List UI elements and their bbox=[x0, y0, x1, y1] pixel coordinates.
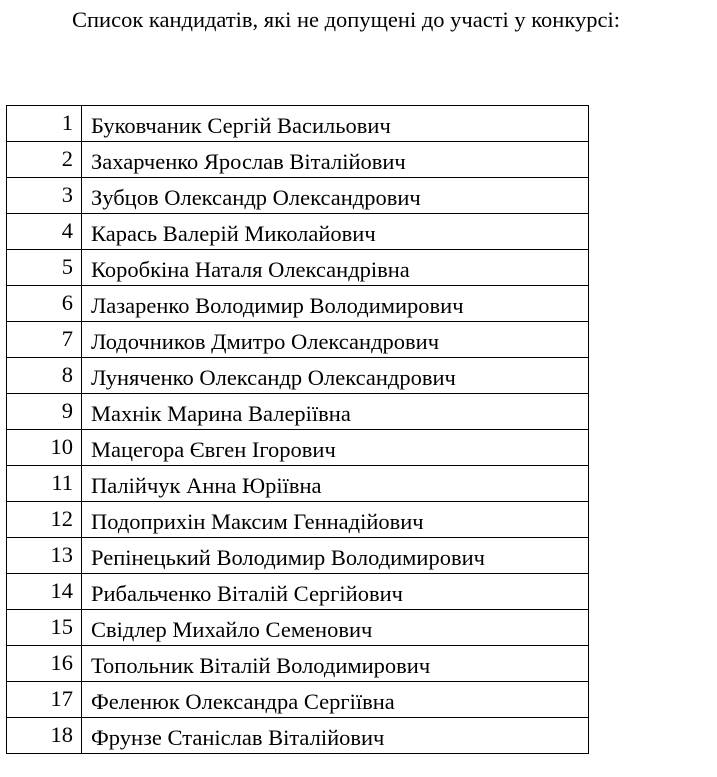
row-number: 11 bbox=[7, 466, 82, 502]
candidate-name: Репінецький Володимир Володимирович bbox=[82, 538, 589, 574]
table-row bbox=[7, 394, 589, 430]
table-row bbox=[7, 178, 589, 214]
table-row bbox=[7, 250, 589, 286]
table-row bbox=[7, 610, 589, 646]
row-number: 15 bbox=[7, 610, 82, 646]
table-row bbox=[7, 106, 589, 142]
candidate-name: Махнік Марина Валеріївна bbox=[82, 394, 589, 430]
candidate-name: Мацегора Євген Ігорович bbox=[82, 430, 589, 466]
row-number: 7 bbox=[7, 322, 82, 358]
table-row bbox=[7, 142, 589, 178]
candidate-name: Подоприхін Максим Геннадійович bbox=[82, 502, 589, 538]
table-row bbox=[7, 214, 589, 250]
row-number: 5 bbox=[7, 250, 82, 286]
candidate-name: Лазаренко Володимир Володимирович bbox=[82, 286, 589, 322]
row-number: 17 bbox=[7, 682, 82, 718]
row-number: 18 bbox=[7, 718, 82, 754]
table-row bbox=[7, 358, 589, 394]
row-number: 10 bbox=[7, 430, 82, 466]
row-number: 2 bbox=[7, 142, 82, 178]
table-row bbox=[7, 682, 589, 718]
candidates-table-body bbox=[7, 106, 589, 754]
candidate-name: Лодочников Дмитро Олександрович bbox=[82, 322, 589, 358]
table-row bbox=[7, 574, 589, 610]
candidates-table bbox=[6, 105, 589, 754]
table-row bbox=[7, 718, 589, 754]
row-number: 13 bbox=[7, 538, 82, 574]
table-row bbox=[7, 466, 589, 502]
row-number: 12 bbox=[7, 502, 82, 538]
candidate-name: Зубцов Олександр Олександрович bbox=[82, 178, 589, 214]
row-number: 4 bbox=[7, 214, 82, 250]
candidate-name: Фрунзе Станіслав Віталійович bbox=[82, 718, 589, 754]
row-number: 3 bbox=[7, 178, 82, 214]
candidate-name: Карась Валерій Миколайович bbox=[82, 214, 589, 250]
candidate-name: Феленюк Олександра Сергіївна bbox=[82, 682, 589, 718]
candidate-name: Буковчаник Сергій Васильович bbox=[82, 106, 589, 142]
table-row bbox=[7, 430, 589, 466]
row-number: 1 bbox=[7, 106, 82, 142]
candidate-name: Захарченко Ярослав Віталійович bbox=[82, 142, 589, 178]
document-heading: Список кандидатів, які не допущені до участі у конкурсі: bbox=[72, 7, 620, 32]
row-number: 6 bbox=[7, 286, 82, 322]
row-number: 8 bbox=[7, 358, 82, 394]
table-row bbox=[7, 538, 589, 574]
candidate-name: Коробкіна Наталя Олександрівна bbox=[82, 250, 589, 286]
table-row bbox=[7, 286, 589, 322]
candidate-name: Рибальченко Віталій Сергійович bbox=[82, 574, 589, 610]
candidate-name: Свідлер Михайло Семенович bbox=[82, 610, 589, 646]
candidate-name: Топольник Віталій Володимирович bbox=[82, 646, 589, 682]
table-row bbox=[7, 502, 589, 538]
row-number: 14 bbox=[7, 574, 82, 610]
candidate-name: Луняченко Олександр Олександрович bbox=[82, 358, 589, 394]
table-row bbox=[7, 322, 589, 358]
row-number: 16 bbox=[7, 646, 82, 682]
table-row bbox=[7, 646, 589, 682]
candidate-name: Палійчук Анна Юріївна bbox=[82, 466, 589, 502]
row-number: 9 bbox=[7, 394, 82, 430]
